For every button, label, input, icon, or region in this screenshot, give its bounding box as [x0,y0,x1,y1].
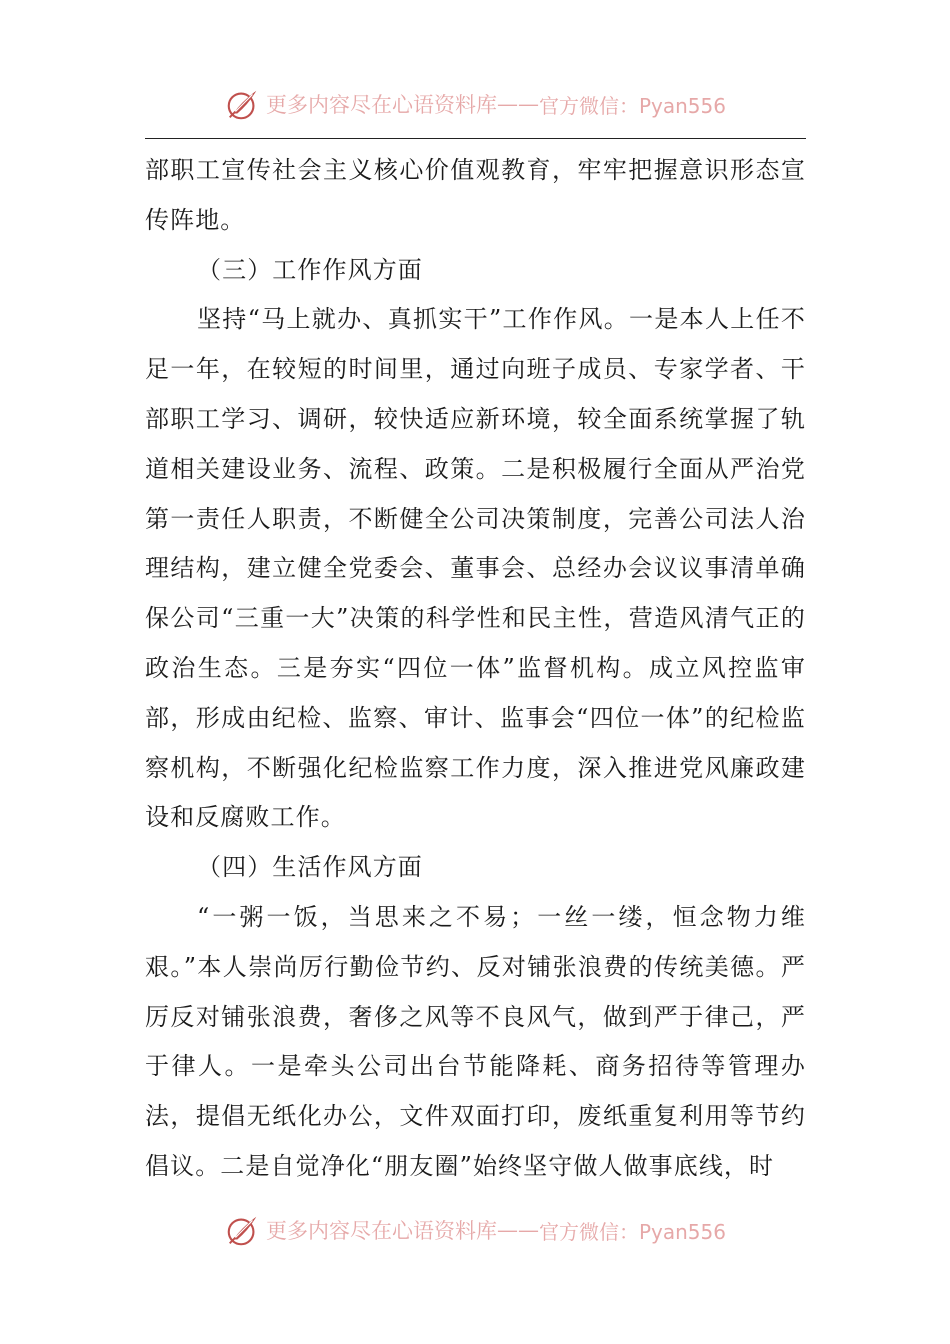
document-body [145,146,806,1192]
section-heading-work-style: （三）工作作风方面 [197,255,423,284]
watermark-dash: —— [496,92,539,116]
watermark-wechat: 官方微信：Pyan556 [538,93,726,118]
paragraph-continued: 部职工宣传社会主义核心价值观教育，牢牢把握意识形态宣传阵地。 [145,156,806,234]
watermark-brand: 更多内容尽在心语资料库 [265,1219,497,1243]
quill-logo-icon [224,1211,262,1249]
header-divider [145,138,806,139]
watermark-wechat: 官方微信：Pyan556 [538,1219,726,1244]
footer-watermark [0,1208,950,1252]
paragraph-life-style: “一粥一饭，当思来之不易；一丝一缕，恒念物力维艰。”本人崇尚厉行勤俭节约、反对铺张浪费的传统美德。严厉反对铺张浪费，奢侈之风等不良风气，做到严于律己，严于律人。一是牵头公司出台节能降耗、商务招待等管理办法，提倡无纸化办公，文件双面打印，废纸重复利用等节约倡议。二是自觉净化“朋友圈”始终坚守做人做事底线，时 [145,902,806,1180]
section-heading-life-style: （四）生活作风方面 [197,853,423,882]
header-watermark [0,82,950,126]
watermark-dash: —— [496,1218,539,1242]
quill-logo-icon [224,85,262,123]
watermark-brand: 更多内容尽在心语资料库 [265,93,497,117]
paragraph-work-style: 坚持“马上就办、真抓实干”工作作风。一是本人上任不足一年，在较短的时间里，通过向班子成员、专家学者、干部职工学习、调研，较快适应新环境，较全面系统掌握了轨道相关建设业务、流程、政策。二是积极履行全面从严治党第一责任人职责，不断健全公司决策制度，完善公司法人治理结构，建立健全党委会、董事会、总经办会议议事清单确保公司“三重一大”决策的科学性和民主性，营造风清气正的政治生态。三是夯实“四位一体”监督机构。成立风控监审部，形成由纪检、监察、审计、监事会“四位一体”的纪检监察机构，不断强化纪检监察工作力度，深入推进党风廉政建设和反腐败工作。 [145,305,806,832]
